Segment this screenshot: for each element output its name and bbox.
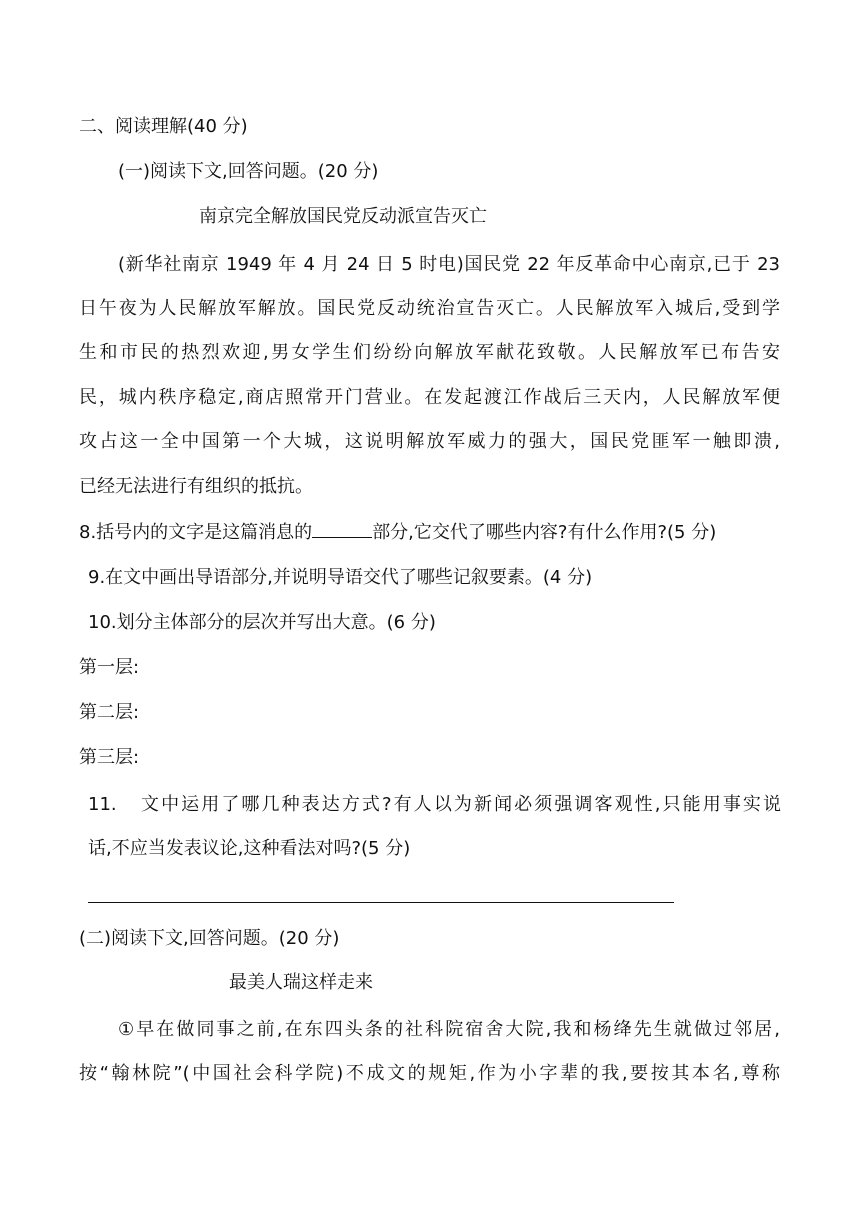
article-line-3: 生和市民的热烈欢迎,男女学生们纷纷向解放军献花致敬。人民解放军已布告安 <box>79 342 780 363</box>
layer-3-label: 第三层: <box>79 747 140 768</box>
article-line-4: 民，城内秩序稳定,商店照常开门营业。在发起渡江作战后三天内，人民解放军便 <box>79 387 780 408</box>
question-8-text-after: 部分,它交代了哪些内容?有什么作用?(5 分) <box>372 522 717 543</box>
article-line-6: 已经无法进行有组织的抵抗。 <box>79 476 313 497</box>
question-11-line-2: 话,不应当发表议论,这种看法对吗?(5 分) <box>88 838 411 859</box>
layer-1-label: 第一层: <box>79 657 140 678</box>
part1-instruction: (一)阅读下文,回答问题。(20 分) <box>118 161 379 182</box>
question-9: 9.在文中画出导语部分,并说明导语交代了哪些记叙要素。(4 分) <box>88 567 593 588</box>
question-11-line-1: 文中运用了哪几种表达方式?有人以为新闻必须强调客观性,只能用事实说 <box>141 794 781 815</box>
question-8 <box>79 521 716 545</box>
article2-line-1: ①早在做同事之前,在东四头条的社科院宿舍大院,我和杨绛先生就做过邻居, <box>118 1019 780 1040</box>
part2-instruction: (二)阅读下文,回答问题。(20 分) <box>79 928 340 949</box>
article2-title: 最美人瑞这样走来 <box>229 972 373 993</box>
layer-2-label: 第二层: <box>79 702 140 723</box>
article-line-2: 日午夜为人民解放军解放。国民党反动统治宣告灭亡。人民解放军入城后,受到学 <box>79 298 780 319</box>
question-8-text-before: 8.括号内的文字是这篇消息的 <box>79 522 313 543</box>
section-heading: 二、阅读理解(40 分) <box>79 116 248 137</box>
article-line-1: (新华社南京 1949 年 4 月 24 日 5 时电)国民党 22 年反革命中心南京,已于 23 <box>118 254 780 275</box>
question-10: 10.划分主体部分的层次并写出大意。(6 分) <box>88 612 436 633</box>
question-11-number: 11. <box>88 794 117 815</box>
answer-blank[interactable] <box>312 521 372 538</box>
article-title: 南京完全解放国民党反动派宣告灭亡 <box>199 206 487 227</box>
section-divider-line <box>88 902 674 903</box>
article2-line-2: 按“翰林院”(中国社会科学院)不成文的规矩,作为小字辈的我,要按其本名,尊称 <box>79 1063 780 1084</box>
article-line-5: 攻占这一全中国第一个大城，这说明解放军威力的强大，国民党匪军一触即溃, <box>79 431 780 452</box>
